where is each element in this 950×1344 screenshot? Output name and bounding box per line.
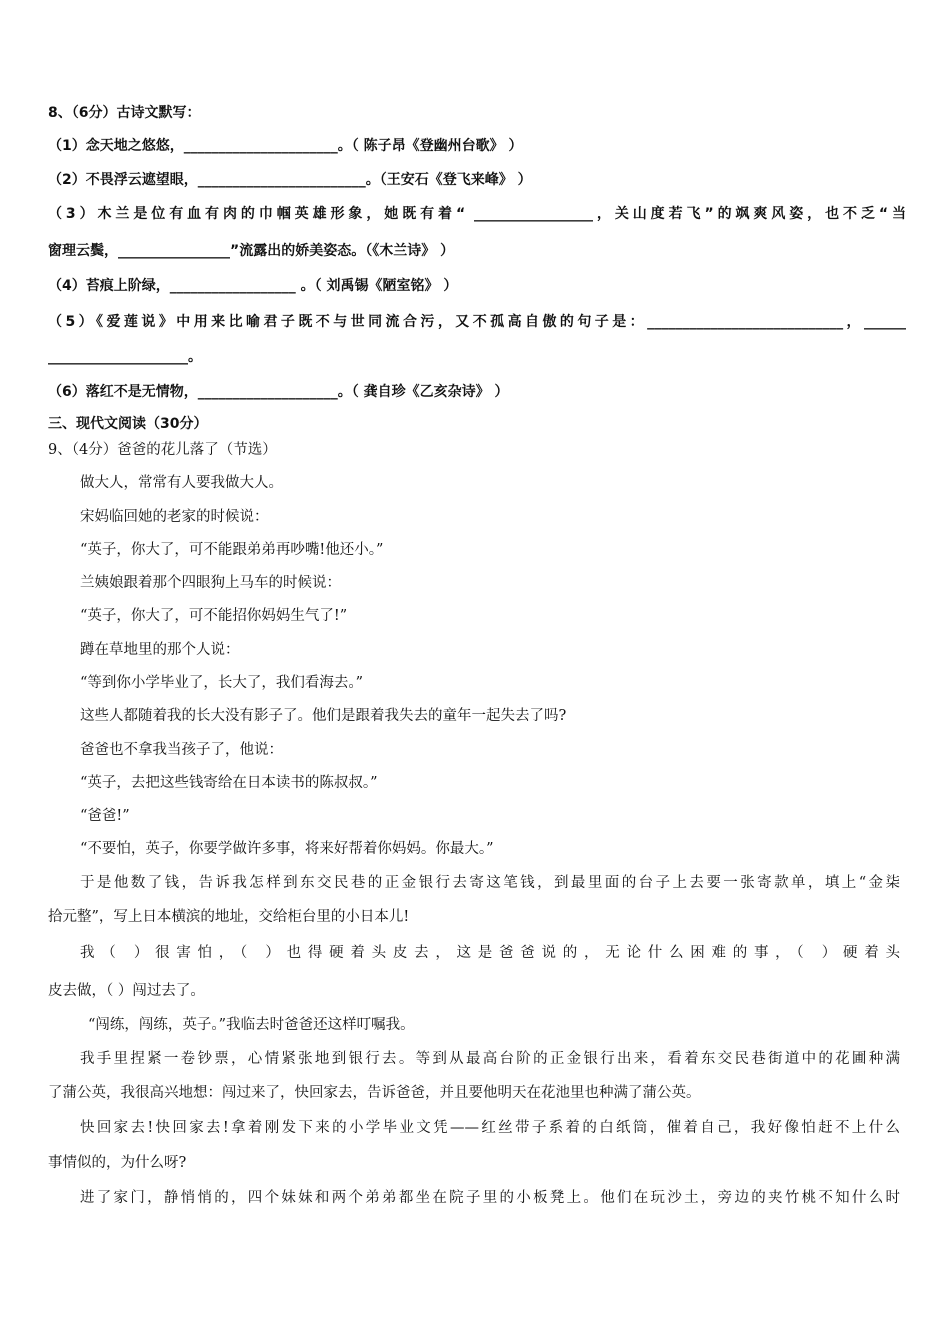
q8-item-6: （6）落红不是无情物，____________________。（ 龚自珍《乙亥杂诗》 ） <box>48 384 509 400</box>
passage-paragraph: “不要怕，英子，你要学做许多事，将来好帮着你妈妈。你最大。” <box>80 841 494 857</box>
passage-paragraph: 爸爸也不拿我当孩子了，他说： <box>80 742 283 758</box>
q8-item-2: （2）不畏浮云遮望眼，________________________。（王安石《登飞来峰》 ） <box>48 172 532 188</box>
q9-header: 9、（4分）爸爸的花儿落了（节选） <box>48 442 277 458</box>
passage-paragraph-cont: 了蒲公英，我很高兴地想：闯过来了，快回家去，告诉爸爸，并且要他明天在花池里也种满了蒲公英。 <box>48 1085 701 1101</box>
passage-paragraph: 我手里捏紧一卷钞票，心情紧张地到银行去。等到从最高台阶的正金银行出来，看着东交民巷街道中的花圃种满 <box>80 1051 900 1067</box>
passage-paragraph: 这些人都随着我的长大没有影子了。他们是跟着我失去的童年一起失去了吗? <box>80 708 567 724</box>
passage-paragraph: 快回家去!快回家去!拿着刚发下来的小学毕业文凭——红丝带子系着的白纸筒，催着自己，我好像怕赶不上什么 <box>80 1120 900 1136</box>
q8-item-4: （4）苔痕上阶绿，__________________ 。（ 刘禹锡《陋室铭》 ） <box>48 278 458 294</box>
passage-paragraph: 于是他数了钱，告诉我怎样到东交民巷的正金银行去寄这笔钱，到最里面的台子上去要一张寄款单，填上“金柒 <box>80 875 900 891</box>
passage-paragraph: 蹲在草地里的那个人说： <box>80 642 240 658</box>
passage-paragraph: “英子，去把这些钱寄给在日本读书的陈叔叔。” <box>80 775 378 791</box>
passage-paragraph: 兰姨娘跟着那个四眼狗上马车的时候说： <box>80 575 341 591</box>
passage-paragraph: 宋妈临回她的老家的时候说： <box>80 509 269 525</box>
section-3-title: 三、现代文阅读（30分） <box>48 416 208 432</box>
passage-paragraph: 进了家门，静悄悄的，四个妹妹和两个弟弟都坐在院子里的小板凳上。他们在玩沙土，旁边的夹竹桃不知什么时 <box>80 1190 900 1206</box>
q8-item-3-line-1: （3）木兰是位有血有肉的巾帼英雄形象，她既有着“ _________________，关山度若飞”的飒爽风姿，也不乏“当 <box>48 206 906 222</box>
q8-item-5-line-1: （5）《爱莲说》中用来比喻君子既不与世同流合污，又不孤高自傲的句子是：____________________________，______ <box>48 314 906 330</box>
passage-paragraph: “爸爸!” <box>80 808 130 824</box>
passage-paragraph: 做大人，常常有人要我做大人。 <box>80 475 283 491</box>
passage-paragraph: “等到你小学毕业了，长大了，我们看海去。” <box>80 675 364 691</box>
passage-paragraph: “闯练，闯练，英子。”我临去时爸爸还这样叮嘱我。 <box>88 1017 415 1033</box>
passage-paragraph: “英子，你大了，可不能跟弟弟再吵嘴!他还小。” <box>80 542 384 558</box>
passage-paragraph-cont: 拾元整”，写上日本横滨的地址，交给柜台里的小日本儿! <box>48 909 410 925</box>
q8-header: 8、（6分）古诗文默写： <box>48 105 201 121</box>
passage-paragraph: 我（ ）很害怕，（ ）也得硬着头皮去，这是爸爸说的，无论什么困难的事，（ ）硬着头 <box>80 945 900 961</box>
q8-item-1: （1）念天地之悠悠，______________________。（ 陈子昂《登幽州台歌》 ） <box>48 138 523 154</box>
passage-paragraph-cont: 皮去做，（ ）闯过去了。 <box>48 983 205 999</box>
q8-item-5-line-2: ____________________。 <box>48 349 202 365</box>
passage-paragraph-cont: 事情似的，为什么呀? <box>48 1155 187 1171</box>
q8-item-3-line-2: 窗理云鬓，________________”流露出的娇美姿态。（《木兰诗》 ） <box>48 243 455 259</box>
passage-paragraph: “英子，你大了，可不能招你妈妈生气了!” <box>80 608 348 624</box>
